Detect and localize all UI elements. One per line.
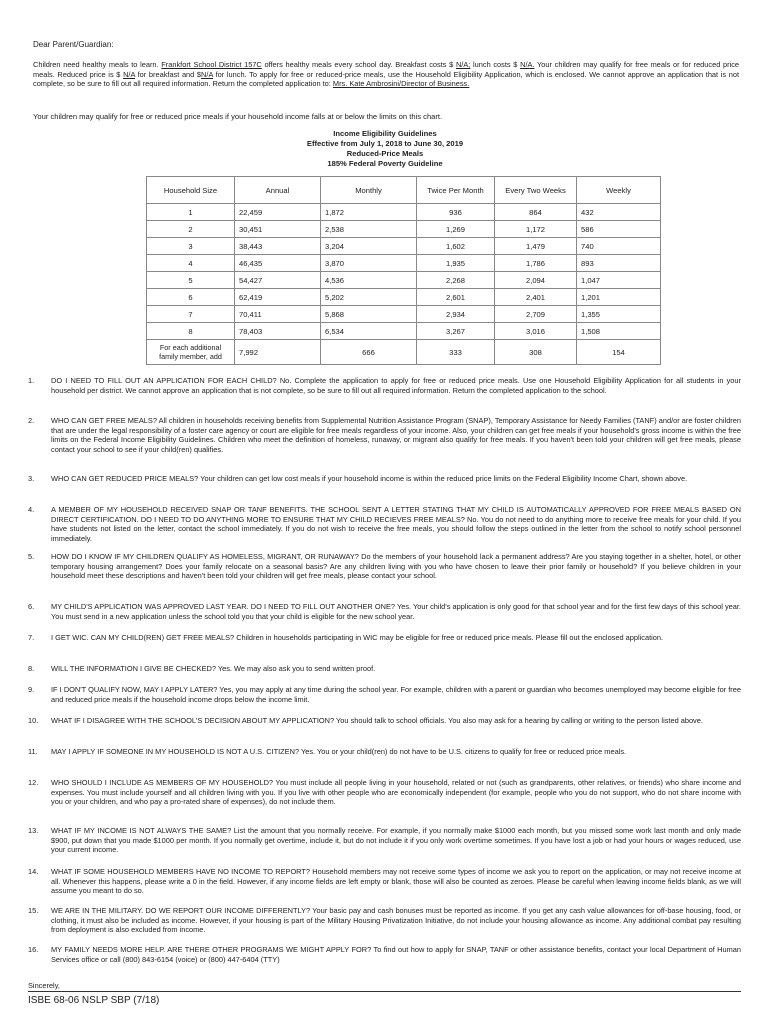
table-row-additional [147, 340, 661, 365]
qualify-statement: Your children may qualify for free or reduced price meals if your household income falls at or below the limits on this chart. [33, 112, 443, 121]
table-cell: 1,602 [417, 238, 495, 255]
table-cell: 70,411 [235, 306, 321, 323]
table-cell: 3,267 [417, 323, 495, 340]
table-cell: 2 [147, 221, 235, 238]
faq-text: HOW DO I KNOW IF MY CHILDREN QUALIFY AS HOMELESS, MIGRANT, OR RUNAWAY? Do the members of your household lack a permanent address? Are you staying together in a shelter, hotel, or other temporary housing arrangement? Does your family relocate on a seasonal basis? Are any children living with you who have chosen to leave their prior family or household? If you believe children in your household meet these descriptions and haven't been told your children will get free meals, please contact your school. [51, 552, 741, 581]
faq-text: WHO CAN GET FREE MEALS? All children in households receiving benefits from Supplemental Nutrition Assistance Program (SNAP), Temporary Assistance for Needy Families (TANF) and/or are foster children that are under the legal responsibility of a foster care agency or court are eligible for free meals regardless of your income. Also, your children can get free meals if your household's gross income is within the free limits on the Federal Income Eligibility Guidelines. Children who meet the definition of homeless, runaway, or migrant also qualify for free meals. If you haven't been told your children will get free meals, please contact your school to see if your child(ren) qualifies. [51, 416, 741, 454]
header-monthly: Monthly [321, 177, 417, 204]
faq-number: 12. [28, 778, 39, 787]
table-cell: 38,443 [235, 238, 321, 255]
table-cell: 740 [577, 238, 661, 255]
table-row [147, 272, 661, 289]
table-row [147, 204, 661, 221]
table-cell: 2,538 [321, 221, 417, 238]
guidelines-subtitle: Reduced-Price Meals [346, 149, 424, 158]
table-cell: 2,934 [417, 306, 495, 323]
table-cell: 154 [577, 340, 661, 365]
faq-text: DO I NEED TO FILL OUT AN APPLICATION FOR EACH CHILD? No. Complete the application to apply for free or reduced price meals. Use one Household Eligibility Application for all students in your household per district. We cannot approve an application that is not complete, so be sure to fill out all required information. Return the completed application to the school. [51, 376, 741, 395]
faq-number: 14. [28, 867, 39, 876]
table-cell: 1,508 [577, 323, 661, 340]
greeting: Dear Parent/Guardian: [33, 40, 114, 49]
table-cell: 5,202 [321, 289, 417, 306]
income-table [146, 176, 661, 365]
table-row [147, 221, 661, 238]
table-cell: 1,935 [417, 255, 495, 272]
district-name: Frankfort School District 157C [161, 60, 262, 69]
table-cell: 2,268 [417, 272, 495, 289]
table-cell: 2,709 [495, 306, 577, 323]
faq-text: MAY I APPLY IF SOMEONE IN MY HOUSEHOLD IS NOT A U.S. CITIZEN? Yes. You or your child(ren) do not have to be U.S. citizens to qualify for free or reduced price meals. [51, 747, 627, 756]
table-cell: 78,403 [235, 323, 321, 340]
table-cell: 1,355 [577, 306, 661, 323]
table-cell: 46,435 [235, 255, 321, 272]
faq-text: WHAT IF I DISAGREE WITH THE SCHOOL'S DECISION ABOUT MY APPLICATION? You should talk to school officials. You also may ask for a hearing by calling or writing to the person listed above. [51, 716, 703, 725]
intro-paragraph: Children need healthy meals to learn. Frankfort School District 157C offers healthy meals every school day. Breakfast costs $ N/A; lunch costs $ N/A. Your children may qualify for free meals or for reduced price meals. Reduced price is $ N/A for breakfast and $N/A for lunch. To apply for free or reduced-price meals, use the Household Eligibility Application, which is enclosed. We cannot approve an application that is not complete, so be sure to fill out all required information. Return the completed application to: Mrs. Kate Ambrosini/Director of Business. [33, 60, 740, 89]
table-cell: 666 [321, 340, 417, 365]
table-cell: 62,419 [235, 289, 321, 306]
table-cell: 1,172 [495, 221, 577, 238]
table-cell: 1,872 [321, 204, 417, 221]
faq-text: I GET WIC. CAN MY CHILD(REN) GET FREE MEALS? Children in households participating in WIC may be eligible for free or reduced price meals. Please fill out the enclosed application. [51, 633, 664, 642]
table-cell: 1,201 [577, 289, 661, 306]
table-cell: 7 [147, 306, 235, 323]
table-cell: 8 [147, 323, 235, 340]
table-cell: 5 [147, 272, 235, 289]
table-cell: 1,786 [495, 255, 577, 272]
table-cell: 3,870 [321, 255, 417, 272]
table-row [147, 306, 661, 323]
table-cell: 4,536 [321, 272, 417, 289]
faq-text: WE ARE IN THE MILITARY. DO WE REPORT OUR INCOME DIFFERENTLY? Your basic pay and cash bonuses must be reported as income. If you get any cash value allowances for off-base housing, food, or clothing, it must also be included as income. However, if your housing is part of the Military Housing Privatization Initiative, do not include your housing allowance as income. Any additional combat pay resulting from deployment is also excluded from income. [51, 906, 741, 935]
faq-text: IF I DON'T QUALIFY NOW, MAY I APPLY LATER? Yes, you may apply at any time during the school year. For example, children with a parent or guardian who becomes unemployed may become eligible for free and reduced price meals if the household income drops below the income limit. [51, 685, 741, 704]
faq-text: WHAT IF MY INCOME IS NOT ALWAYS THE SAME? List the amount that you normally receive. For example, if you normally make $1000 each month, but you missed some work last month and only made $900, put down that you made $1000 per month. If you normally get overtime, include it, but do not include it if you only work overtime sometimes. If you have lost a job or had your hours or wages reduced, use your current income. [51, 826, 741, 855]
table-cell: 864 [495, 204, 577, 221]
faq-number: 11. [28, 747, 38, 756]
table-cell: 936 [417, 204, 495, 221]
table-row [147, 289, 661, 306]
faq-number: 16. [28, 945, 39, 954]
table-cell: 1,047 [577, 272, 661, 289]
header-every-two-weeks: Every Two Weeks [495, 177, 577, 204]
table-cell: 1,479 [495, 238, 577, 255]
lunch-cost: N/A. [520, 60, 535, 69]
closing: Sincerely, [28, 981, 60, 990]
reduced-lunch-cost: N/A [201, 69, 213, 79]
table-cell: 432 [577, 204, 661, 221]
table-cell: 6,534 [321, 323, 417, 340]
header-twice-per-month: Twice Per Month [417, 177, 495, 204]
header-annual: Annual [235, 177, 321, 204]
table-cell: 2,094 [495, 272, 577, 289]
table-cell: 586 [577, 221, 661, 238]
table-row [147, 238, 661, 255]
contact-person: Mrs. Kate Ambrosini/Director of Business. [332, 79, 470, 89]
faq-number: 13. [28, 826, 39, 835]
faq-text: A MEMBER OF MY HOUSEHOLD RECEIVED SNAP OR TANF BENEFITS. THE SCHOOL SENT A LETTER STATING THAT MY CHILD IS AUTOMATICALLY APPROVED FOR FREE MEALS BASED ON DIRECT CERTIFICATION. DO I NEED TO DO ANYTHING MORE TO ENSURE THAT MY CHILD RECIEVES FREE MEALS? No. You do not need to do anything more to receive free meals for your child. If you have students not listed on the letter, contact the school immediately. If you do not wish to receive the free meals, you should follow the steps outlined in the letter from the school to notify school personnel immediately. [51, 505, 741, 543]
table-row [147, 323, 661, 340]
reduced-breakfast-cost: N/A [123, 69, 135, 79]
table-cell: 3,016 [495, 323, 577, 340]
table-cell: 6 [147, 289, 235, 306]
table-cell: 7,992 [235, 340, 321, 365]
faq-text: WHAT IF SOME HOUSEHOLD MEMBERS HAVE NO INCOME TO REPORT? Household members may not receive some types of income we ask you to report on the application, or may not receive income at all. Whenever this happens, please write a 0 in the field. However, if any income fields are left empty or blank, those will also be counted as zeroes. Please be careful when leaving income fields blank, as we will assume you meant to do so. [51, 867, 741, 896]
faq-number: 15. [28, 906, 39, 915]
table-cell: 2,401 [495, 289, 577, 306]
faq-number: 5. [28, 552, 35, 561]
faq-number: 2. [28, 416, 35, 425]
table-cell: 893 [577, 255, 661, 272]
faq-text: WHO SHOULD I INCLUDE AS MEMBERS OF MY HOUSEHOLD? You must include all people living in your household, related or not (such as grandparents, other relatives, or friends) who share income and expenses. You must include yourself and all children living with you. If you live with other people who are economically independent (for example, people who you do not support, who do not share income with you or your children, and who pay a pro-rated share of expenses), do not include them. [51, 778, 741, 807]
breakfast-cost: N/A; [455, 60, 471, 69]
faq-number: 6. [28, 602, 35, 611]
table-header-row [147, 177, 661, 204]
table-cell: 2,601 [417, 289, 495, 306]
table-cell: For each additional family member, add [147, 340, 235, 365]
faq-number: 1. [28, 376, 35, 385]
faq-number: 8. [28, 664, 35, 673]
table-cell: 333 [417, 340, 495, 365]
faq-number: 7. [28, 633, 35, 642]
guidelines-effective: Effective from July 1, 2018 to June 30, 2019 [306, 139, 464, 148]
header-household-size: Household Size [147, 177, 235, 204]
form-id: ISBE 68-06 NSLP SBP (7/18) [28, 995, 160, 1006]
table-cell: 308 [495, 340, 577, 365]
faq-number: 10. [28, 716, 39, 725]
table-cell: 54,427 [235, 272, 321, 289]
faq-text: MY FAMILY NEEDS MORE HELP. ARE THERE OTHER PROGRAMS WE MIGHT APPLY FOR? To find out how to apply for SNAP, TANF or other assistance benefits, contact your local Department of Human Services office or call (800) 843-6154 (voice) or (800) 447-6404 (TTY) [51, 945, 741, 964]
table-cell: 4 [147, 255, 235, 272]
faq-text: MY CHILD'S APPLICATION WAS APPROVED LAST YEAR. DO I NEED TO FILL OUT ANOTHER ONE? Yes. Your child's application is only good for that school year and for the first few days of this school year. You must send in a new application unless the school told you that your child is eligible for the new school year. [51, 602, 741, 621]
table-row [147, 255, 661, 272]
table-cell: 3 [147, 238, 235, 255]
faq-number: 9. [28, 685, 35, 694]
faq-number: 3. [28, 474, 35, 483]
faq-number: 4. [28, 505, 35, 514]
table-cell: 30,451 [235, 221, 321, 238]
guidelines-title: Income Eligibility Guidelines [333, 129, 437, 138]
table-cell: 3,204 [321, 238, 417, 255]
header-weekly: Weekly [577, 177, 661, 204]
footer-divider [28, 991, 741, 992]
faq-text: WHO CAN GET REDUCED PRICE MEALS? Your children can get low cost meals if your household income is within the reduced price limits on the Federal Eligibility Income Chart, shown above. [51, 474, 688, 483]
guidelines-poverty: 185% Federal Poverty Guideline [327, 159, 443, 168]
table-cell: 5,868 [321, 306, 417, 323]
table-cell: 1 [147, 204, 235, 221]
faq-text: WILL THE INFORMATION I GIVE BE CHECKED? Yes. We may also ask you to send written proof. [51, 664, 376, 673]
table-cell: 22,459 [235, 204, 321, 221]
table-cell: 1,269 [417, 221, 495, 238]
